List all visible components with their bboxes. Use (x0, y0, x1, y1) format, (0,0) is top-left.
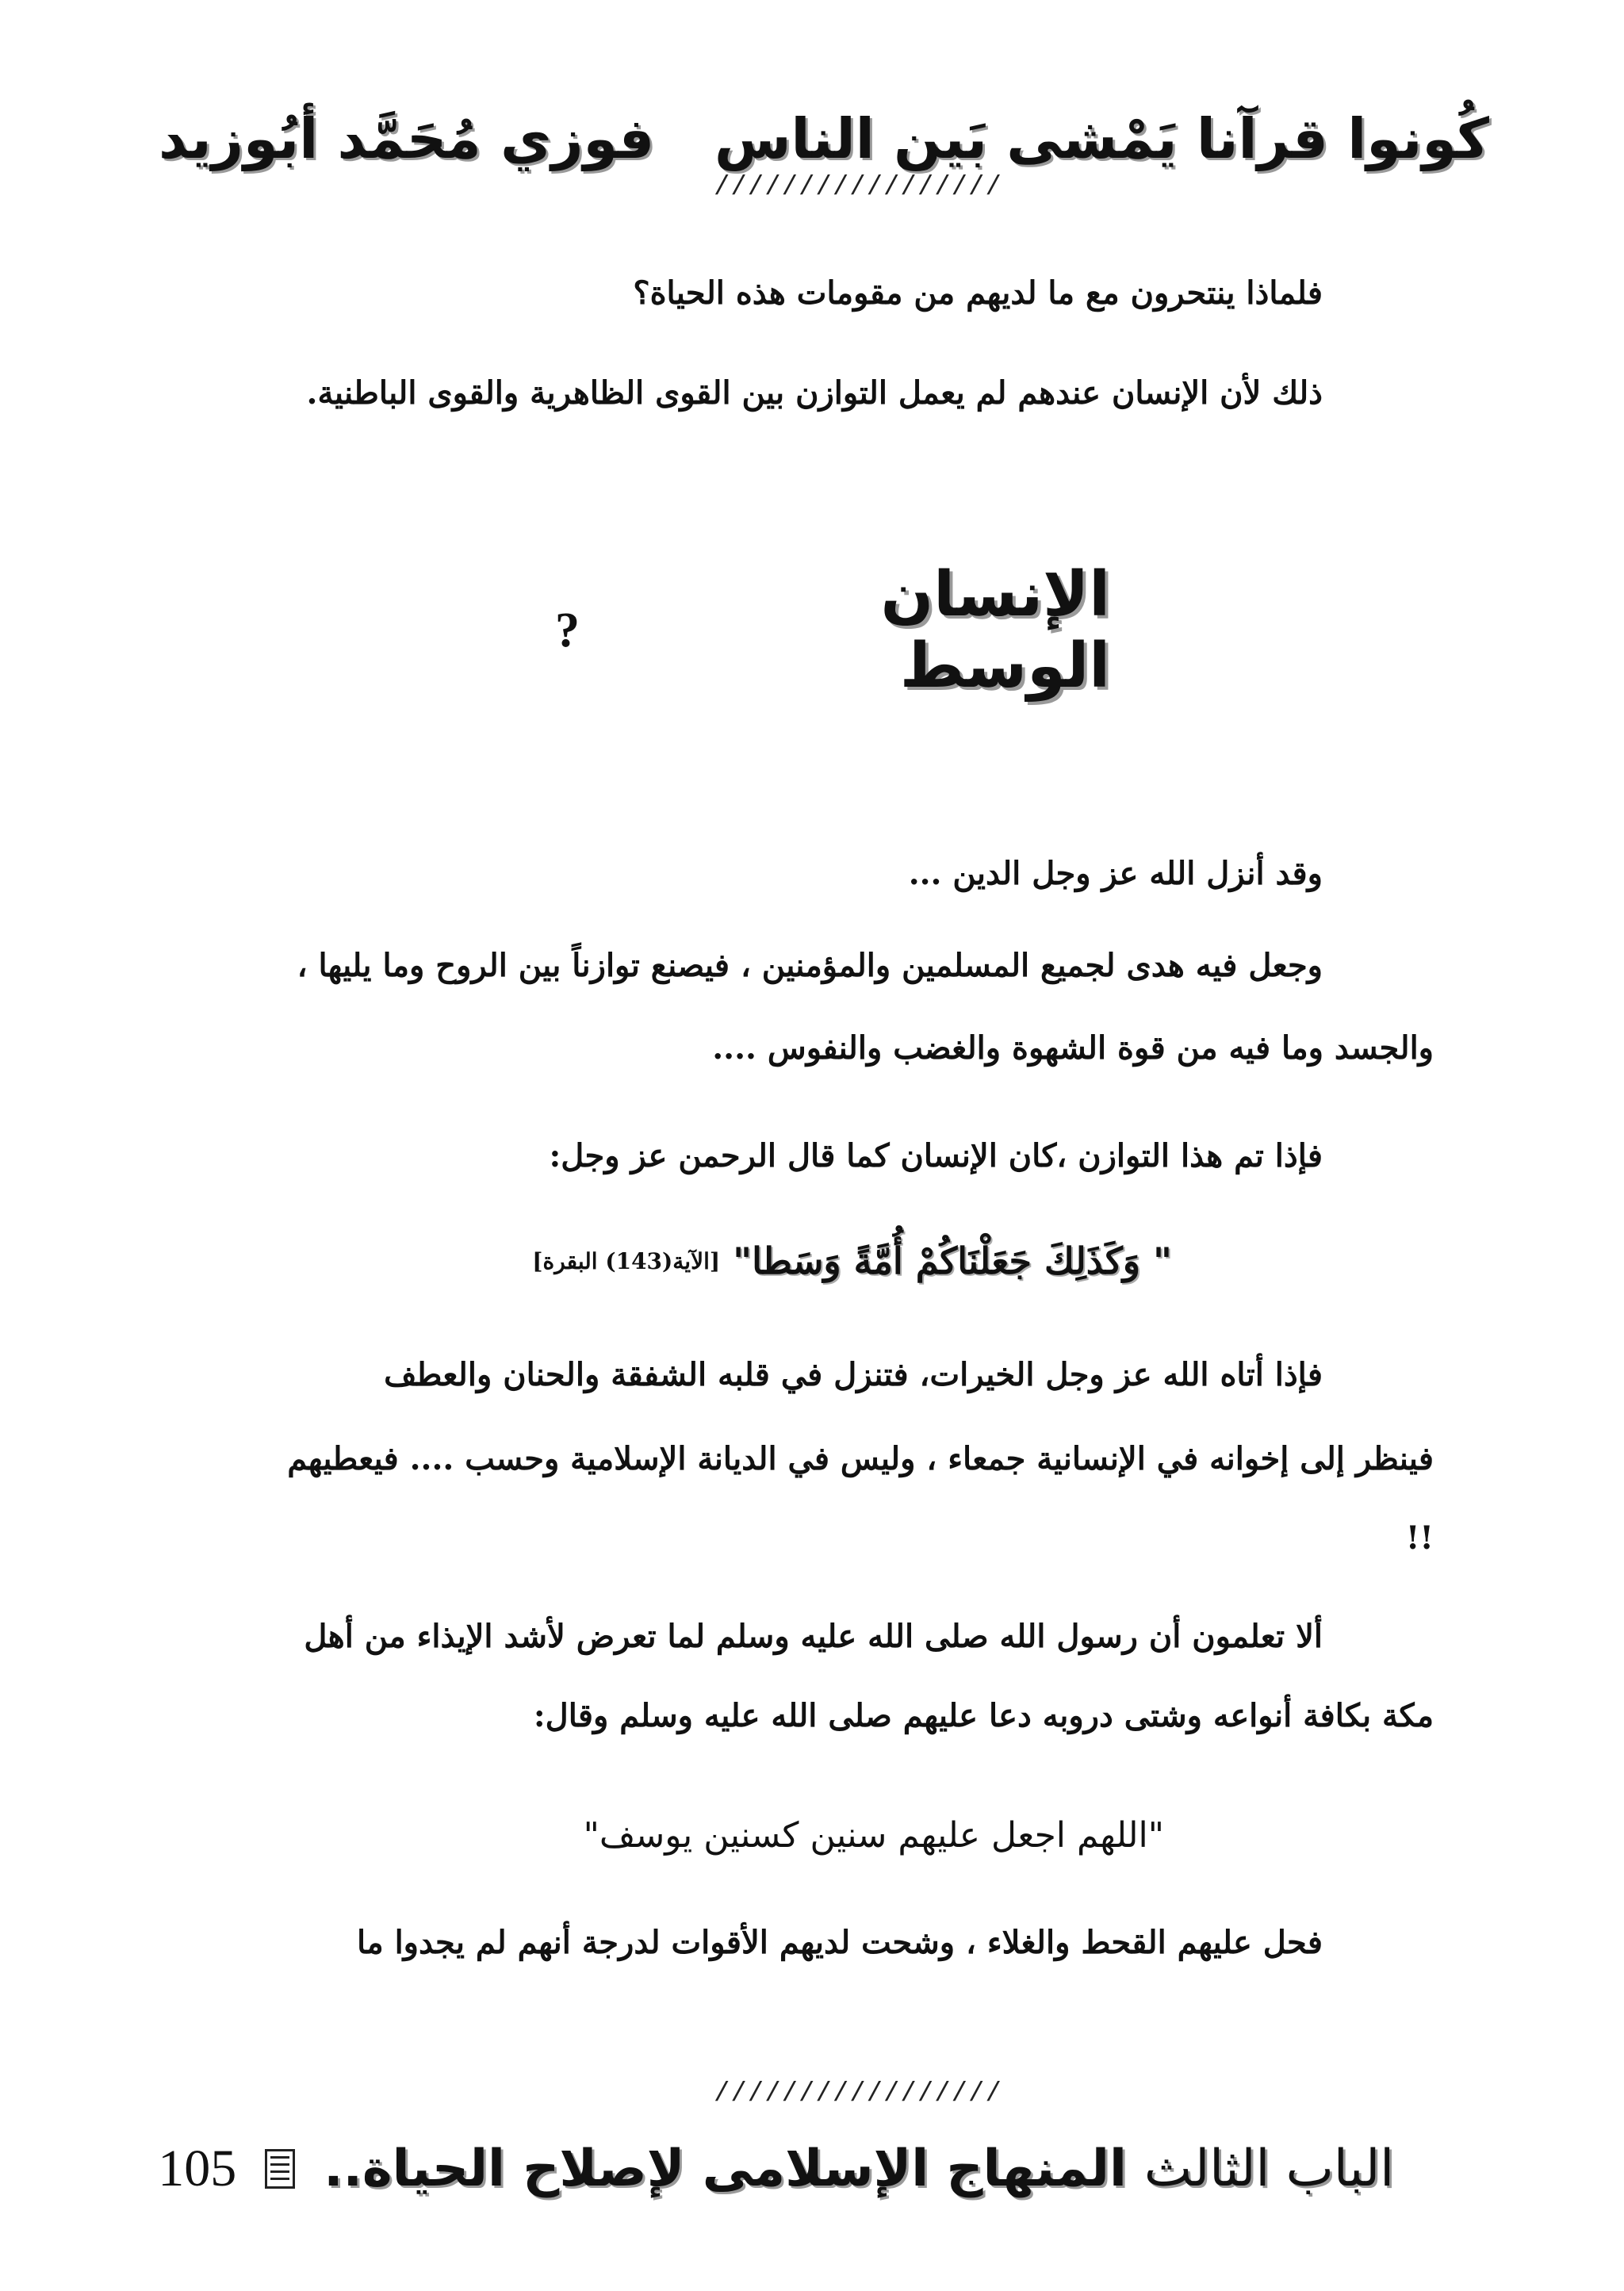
section-heading: الإنسان الوسط (880, 559, 1110, 702)
footer-separator: ///////////////// (714, 2079, 1002, 2109)
paragraph-1: وقد أنزل الله عز وجل الدين ... (908, 855, 1323, 892)
chapter-title: المنهاج الإسلامى لإصلاح الحياة.. (324, 2140, 1127, 2198)
header-separator: ///////////////// (714, 173, 1002, 203)
book-title: كُونوا قرآنا يَمْشى بَين الناس (714, 106, 1489, 171)
verse-text: " وَكَذَلِكَ جَعَلْنَاكُمْ أُمَّةً وَسَطا" (733, 1239, 1172, 1282)
paragraph-2-line-1: وجعل فيه هدى لجميع المسلمين والمؤمنين ، فيصنع توازناً بين الروح وما يليها ، (297, 947, 1323, 984)
page-footer (125, 2125, 1394, 2212)
verse-reference: [الآية(143) البقرة] (532, 1247, 721, 1274)
quran-verse (379, 1229, 1172, 1293)
paragraph-4-line-1: فإذا أتاه الله عز وجل الخيرات، فتنزل في قلبه الشفقة والحنان والعطف (384, 1356, 1323, 1393)
document-icon (265, 2149, 295, 2189)
paragraph-4-line-2: فينظر إلى إخوانه في الإنسانية جمعاء ، وليس في الديانة الإسلامية وحسب .... فيعطيهم (287, 1440, 1434, 1477)
intro-line-1: فلماذا ينتحرون مع ما لديهم من مقومات هذه الحياة؟ (633, 274, 1323, 312)
page-number: 105 (158, 2140, 237, 2197)
paragraph-4-line-3: !! (1405, 1519, 1434, 1557)
paragraph-2-line-2: والجسد وما فيه من قوة الشهوة والغضب والنفوس .... (712, 1029, 1434, 1067)
paragraph-3: فإذا تم هذا التوازن ،كان الإنسان كما قال الرحمن عز وجل: (549, 1137, 1323, 1174)
question-mark: ? (555, 603, 580, 657)
hadith-quote: "اللهم اجعل عليهم سنين كسنين يوسف" (583, 1815, 1164, 1856)
section-heading-row (555, 559, 1110, 702)
paragraph-5-line-1: ألا تعلمون أن رسول الله صلى الله عليه وسلم لما تعرض لأشد الإيذاء من أهل (304, 1618, 1323, 1655)
chapter-label: الباب الثالث (1143, 2140, 1394, 2198)
author-name: فوزي مُحَمَّد أبُوزيد (159, 106, 655, 171)
intro-line-2: ذلك لأن الإنسان عندهم لم يعمل التوازن بين القوى الظاهرية والقوى الباطنية. (306, 374, 1323, 412)
page-header (159, 95, 1489, 182)
paragraph-5-line-2: مكة بكافة أنواعه وشتى دروبه دعا عليهم صلى الله عليه وسلم وقال: (533, 1697, 1434, 1734)
paragraph-6: فحل عليهم القحط والغلاء ، وشحت لديهم الأقوات لدرجة أنهم لم يجدوا ما (357, 1924, 1323, 1961)
